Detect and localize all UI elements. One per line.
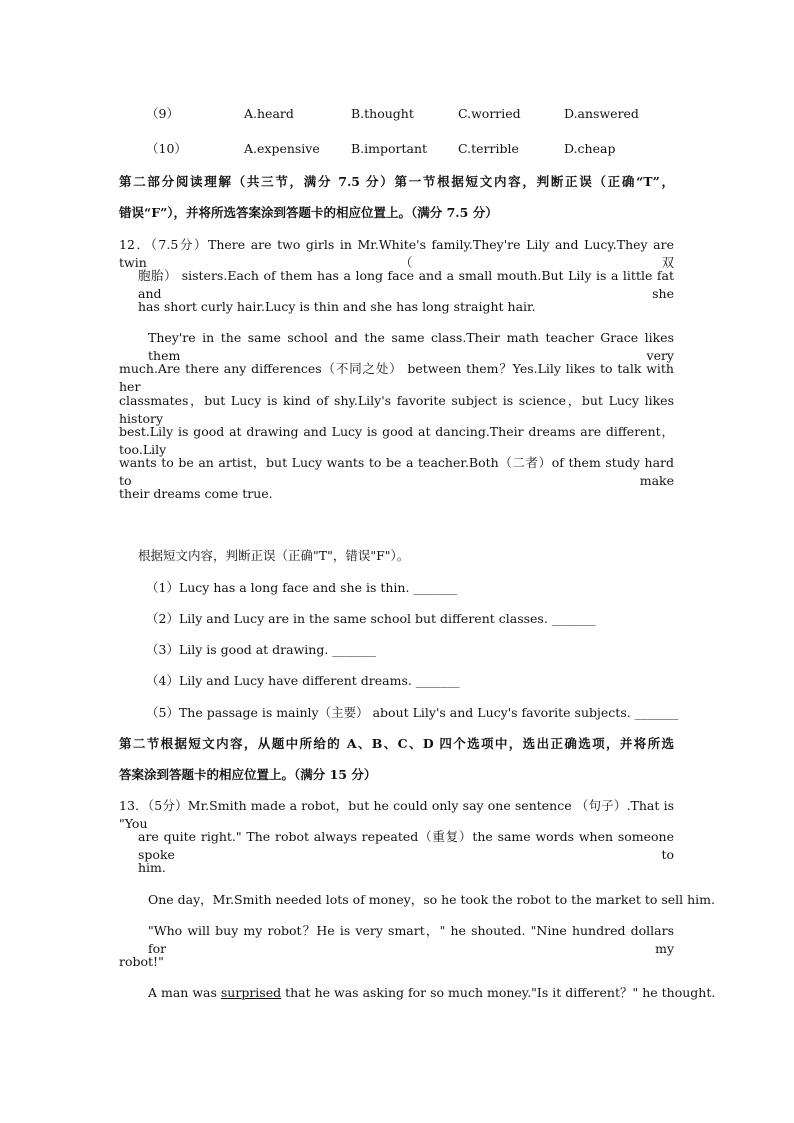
- q13-line-6: robot!": [119, 954, 164, 969]
- q13-line-3: him.: [138, 860, 166, 875]
- q13-line-2: are quite right." The robot always repeated（重复）the same words when someone spoke to: [138, 829, 674, 862]
- q13-line-7: [148, 984, 715, 1002]
- option-c: C.worried: [458, 106, 521, 121]
- part2-heading-line2: 错误“F”），并将所选答案涂到答题卡的相应位置上。（满分 7.5 分）: [119, 205, 498, 220]
- option-b: B.thought: [351, 106, 414, 121]
- q12-item-3: （3）Lily is good at drawing. _______: [146, 642, 377, 657]
- q13-line-7-pre: A man was: [148, 985, 221, 1000]
- q12-line-8: wants to be an artist，but Lucy wants to be a teacher.Both（二者）of them study hard to make: [119, 455, 674, 488]
- q12-item-4: （4）Lily and Lucy have different dreams. _______: [146, 673, 460, 688]
- q12-instruction: 根据短文内容，判断正误（正确"T"，错误"F"）。: [138, 548, 410, 563]
- q12-line-9: their dreams come true.: [119, 486, 273, 501]
- underlined-word: surprised: [220, 985, 282, 1000]
- option-c: C.terrible: [458, 141, 519, 156]
- option-d: D.answered: [564, 106, 639, 121]
- q12-line-2: 胞胎） sisters.Each of them has a long face and a small mouth.But Lily is a little fat and she: [138, 268, 674, 301]
- option-a: A.heard: [244, 106, 294, 121]
- q12-item-2: （2）Lily and Lucy are in the same school but different classes. _______: [146, 611, 596, 626]
- q12-item-1: （1）Lucy has a long face and she is thin. _______: [146, 580, 458, 595]
- q13-line-4: One day，Mr.Smith needed lots of money，so he took the robot to the market to sell him.: [148, 892, 716, 907]
- option-d: D.cheap: [564, 141, 616, 156]
- question-number: （9）: [146, 106, 179, 121]
- q12-line-7: best.Lily is good at drawing and Lucy is good at dancing.Their dreams are different，too.Lily: [119, 424, 674, 457]
- q12-line-3: has short curly hair.Lucy is thin and she has long straight hair.: [138, 299, 536, 314]
- q12-item-5: （5）The passage is mainly（主要） about Lily's and Lucy's favorite subjects. _______: [146, 705, 679, 720]
- option-b: B.important: [351, 141, 428, 156]
- q13-line-5: "Who will buy my robot？He is very smart，" he shouted. "Nine hundred dollars for my: [148, 923, 674, 956]
- section2-heading-line1: 第二节根据短文内容，从题中所给的 A、B、C、D 四个选项中，选出正确选项，并将所选: [119, 736, 674, 751]
- q12-line-1: 12．（7.5分）There are two girls in Mr.White's family.They're Lily and Lucy.They are twin （双: [119, 237, 674, 270]
- q12-line-5: much.Are there any differences（不同之处） between them？Yes.Lily likes to talk with her: [119, 361, 674, 394]
- q12-line-4: They're in the same school and the same class.Their math teacher Grace likes them very: [148, 330, 674, 363]
- question-number: （10）: [146, 141, 187, 156]
- q13-line-7-post: that he was asking for so much money."Is it different？" he thought.: [281, 985, 716, 1000]
- part2-heading-line1: 第二部分阅读理解（共三节，满分 7.5 分）第一节根据短文内容，判断正误（正确“T”，: [119, 174, 674, 189]
- option-a: A.expensive: [244, 141, 320, 156]
- q13-line-1: 13．（5分）Mr.Smith made a robot，but he could only say one sentence （句子）.That is "You: [119, 798, 674, 831]
- q12-line-6: classmates，but Lucy is kind of shy.Lily's favorite subject is science，but Lucy likes history: [119, 393, 674, 426]
- section2-heading-line2: 答案涂到答题卡的相应位置上。（满分 15 分）: [119, 767, 377, 782]
